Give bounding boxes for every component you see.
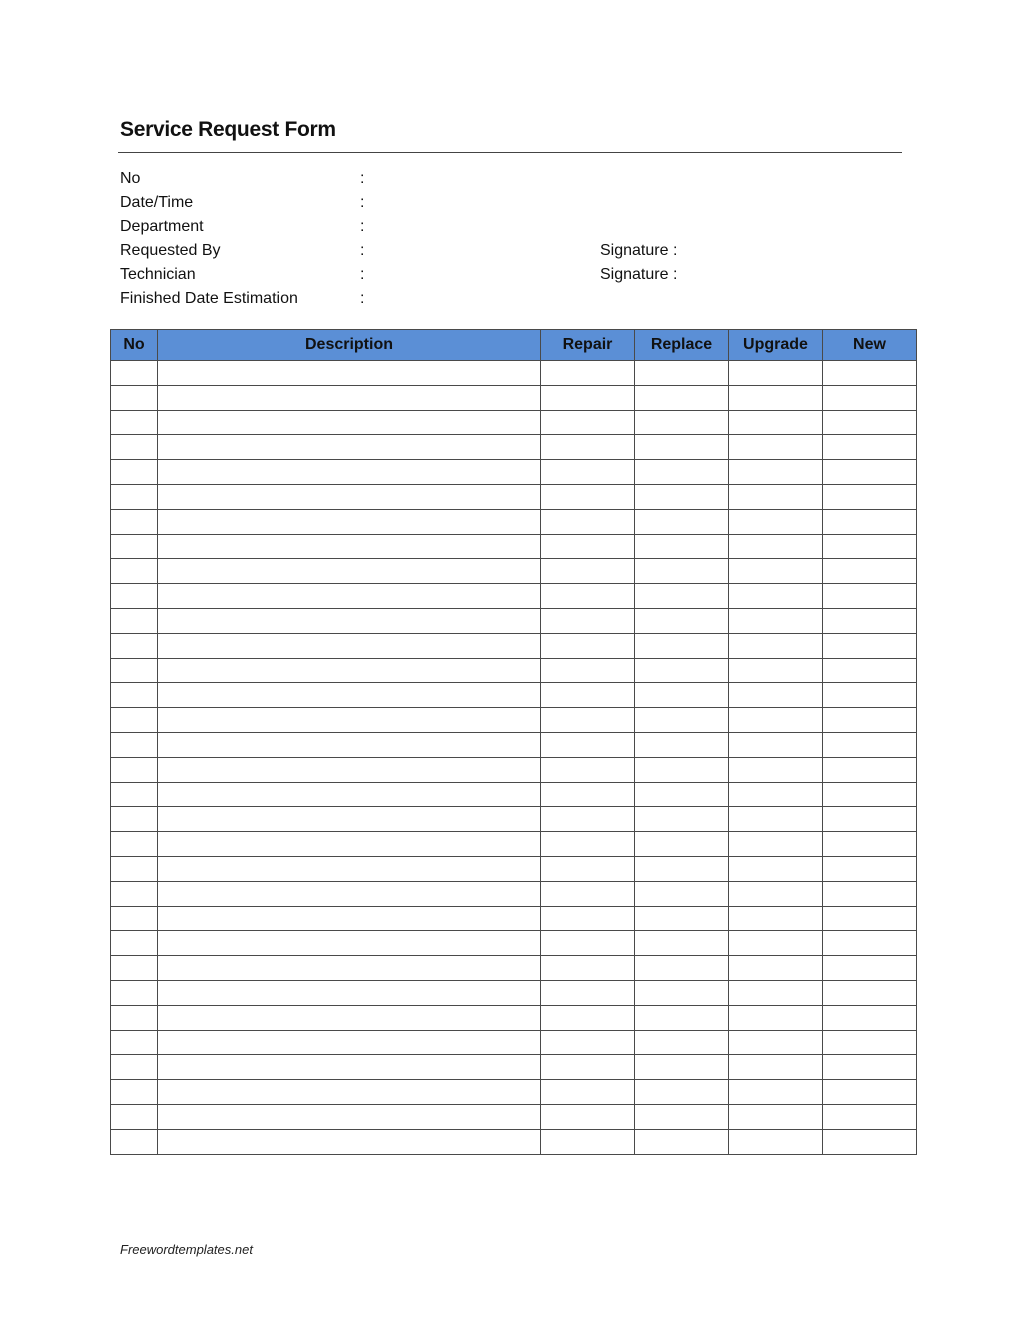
table-cell[interactable] — [635, 559, 729, 584]
info-label: Date/Time — [120, 194, 194, 211]
table-cell[interactable] — [111, 460, 158, 485]
table-row — [111, 633, 917, 658]
table-cell[interactable] — [729, 1005, 823, 1030]
table-cell[interactable] — [111, 980, 158, 1005]
table-cell[interactable] — [823, 1055, 917, 1080]
table-cell[interactable] — [111, 732, 158, 757]
table-cell[interactable] — [823, 980, 917, 1005]
table-cell[interactable] — [635, 1030, 729, 1055]
table-cell[interactable] — [729, 782, 823, 807]
table-cell[interactable] — [158, 782, 541, 807]
service-items-table — [110, 329, 917, 1155]
table-cell[interactable] — [729, 832, 823, 857]
table-row — [111, 460, 917, 485]
table-cell[interactable] — [823, 534, 917, 559]
table-cell[interactable] — [158, 361, 541, 386]
table-cell[interactable] — [541, 509, 635, 534]
table-row — [111, 435, 917, 460]
table-cell[interactable] — [823, 608, 917, 633]
table-cell[interactable] — [541, 807, 635, 832]
table-cell[interactable] — [111, 608, 158, 633]
table-row — [111, 732, 917, 757]
table-cell[interactable] — [635, 1080, 729, 1105]
table-cell[interactable] — [729, 385, 823, 410]
table-cell[interactable] — [635, 683, 729, 708]
table-row — [111, 757, 917, 782]
table-cell[interactable] — [823, 732, 917, 757]
table-cell[interactable] — [541, 1030, 635, 1055]
table-cell[interactable] — [158, 708, 541, 733]
table-cell[interactable] — [729, 1104, 823, 1129]
table-row — [111, 881, 917, 906]
table-cell[interactable] — [823, 782, 917, 807]
table-cell[interactable] — [729, 757, 823, 782]
table-cell[interactable] — [111, 1080, 158, 1105]
table-cell[interactable] — [729, 1129, 823, 1154]
table-row — [111, 683, 917, 708]
signature-label: Signature : — [600, 266, 678, 283]
signature-label: Signature : — [600, 242, 678, 259]
info-label: Requested By — [120, 242, 221, 259]
table-cell[interactable] — [541, 708, 635, 733]
table-cell[interactable] — [111, 584, 158, 609]
table-cell[interactable] — [158, 980, 541, 1005]
table-cell[interactable] — [111, 435, 158, 460]
table-cell[interactable] — [823, 633, 917, 658]
table-cell[interactable] — [158, 807, 541, 832]
page-title: Service Request Form — [120, 118, 336, 141]
table-cell[interactable] — [823, 484, 917, 509]
table-cell[interactable] — [158, 1030, 541, 1055]
table-row — [111, 856, 917, 881]
table-row — [111, 980, 917, 1005]
table-cell[interactable] — [111, 633, 158, 658]
table-cell[interactable] — [158, 534, 541, 559]
table-cell[interactable] — [541, 1129, 635, 1154]
table-cell[interactable] — [823, 931, 917, 956]
table-cell[interactable] — [635, 708, 729, 733]
table-row — [111, 1005, 917, 1030]
table-cell[interactable] — [823, 559, 917, 584]
table-cell[interactable] — [111, 807, 158, 832]
table-row — [111, 956, 917, 981]
table-row — [111, 1030, 917, 1055]
table-cell[interactable] — [635, 906, 729, 931]
table-cell[interactable] — [541, 1005, 635, 1030]
table-cell[interactable] — [729, 1055, 823, 1080]
info-label: Department — [120, 218, 204, 235]
column-header-upgrade: Upgrade — [729, 330, 823, 361]
table-cell[interactable] — [111, 509, 158, 534]
table-cell[interactable] — [111, 1005, 158, 1030]
table-row — [111, 1129, 917, 1154]
table-cell[interactable] — [158, 1129, 541, 1154]
column-header-replace: Replace — [635, 330, 729, 361]
table-cell[interactable] — [729, 708, 823, 733]
table-cell[interactable] — [111, 410, 158, 435]
table-cell[interactable] — [729, 856, 823, 881]
table-cell[interactable] — [823, 658, 917, 683]
table-cell[interactable] — [158, 509, 541, 534]
table-cell[interactable] — [635, 782, 729, 807]
table-cell[interactable] — [158, 683, 541, 708]
table-cell[interactable] — [158, 1055, 541, 1080]
table-cell[interactable] — [729, 435, 823, 460]
table-cell[interactable] — [823, 708, 917, 733]
column-header-new: New — [823, 330, 917, 361]
table-cell[interactable] — [729, 906, 823, 931]
table-cell[interactable] — [111, 361, 158, 386]
table-cell[interactable] — [823, 1129, 917, 1154]
table-cell[interactable] — [111, 708, 158, 733]
table-cell[interactable] — [729, 460, 823, 485]
table-cell[interactable] — [729, 534, 823, 559]
table-cell[interactable] — [111, 559, 158, 584]
table-row — [111, 1080, 917, 1105]
table-body — [111, 361, 917, 1155]
table-cell[interactable] — [635, 980, 729, 1005]
table-row — [111, 608, 917, 633]
table-cell[interactable] — [635, 757, 729, 782]
table-cell[interactable] — [158, 732, 541, 757]
table-cell[interactable] — [823, 435, 917, 460]
table-cell[interactable] — [541, 732, 635, 757]
table-row — [111, 1104, 917, 1129]
info-row-finished-date — [120, 288, 820, 312]
table-cell[interactable] — [541, 658, 635, 683]
table-cell[interactable] — [541, 1080, 635, 1105]
table-cell[interactable] — [823, 1030, 917, 1055]
table-row — [111, 782, 917, 807]
table-cell[interactable] — [541, 385, 635, 410]
table-cell[interactable] — [111, 931, 158, 956]
table-cell[interactable] — [158, 633, 541, 658]
table-cell[interactable] — [541, 584, 635, 609]
table-cell[interactable] — [823, 584, 917, 609]
table-cell[interactable] — [823, 856, 917, 881]
table-cell[interactable] — [635, 1129, 729, 1154]
table-cell[interactable] — [823, 832, 917, 857]
table-cell[interactable] — [541, 410, 635, 435]
table-cell[interactable] — [158, 1080, 541, 1105]
table-cell[interactable] — [635, 807, 729, 832]
table-cell[interactable] — [635, 658, 729, 683]
table-row — [111, 832, 917, 857]
table-cell[interactable] — [635, 881, 729, 906]
table-cell[interactable] — [635, 435, 729, 460]
table-cell[interactable] — [158, 410, 541, 435]
info-row-department — [120, 216, 820, 240]
table-row — [111, 534, 917, 559]
table-cell[interactable] — [158, 757, 541, 782]
info-row-date-time — [120, 192, 820, 216]
info-colon: : — [360, 194, 365, 211]
table-cell[interactable] — [111, 1055, 158, 1080]
table-row — [111, 584, 917, 609]
table-cell[interactable] — [111, 956, 158, 981]
table-cell[interactable] — [541, 1104, 635, 1129]
table-cell[interactable] — [541, 608, 635, 633]
table-cell[interactable] — [635, 832, 729, 857]
table-cell[interactable] — [111, 1129, 158, 1154]
table-cell[interactable] — [541, 534, 635, 559]
table-cell[interactable] — [541, 633, 635, 658]
table-cell[interactable] — [111, 881, 158, 906]
table-cell[interactable] — [111, 658, 158, 683]
table-row — [111, 484, 917, 509]
table-cell[interactable] — [111, 385, 158, 410]
table-cell[interactable] — [158, 584, 541, 609]
table-cell[interactable] — [823, 807, 917, 832]
table-cell[interactable] — [541, 559, 635, 584]
table-cell[interactable] — [729, 1080, 823, 1105]
table-row — [111, 385, 917, 410]
table-cell[interactable] — [158, 956, 541, 981]
column-header-description: Description — [158, 330, 541, 361]
table-cell[interactable] — [635, 1055, 729, 1080]
table-cell[interactable] — [823, 1080, 917, 1105]
table-cell[interactable] — [823, 410, 917, 435]
table-cell[interactable] — [541, 832, 635, 857]
table-cell[interactable] — [111, 1104, 158, 1129]
table-cell[interactable] — [729, 410, 823, 435]
table-cell[interactable] — [158, 658, 541, 683]
table-cell[interactable] — [635, 1005, 729, 1030]
table-cell[interactable] — [823, 361, 917, 386]
table-cell[interactable] — [823, 1104, 917, 1129]
table-cell[interactable] — [158, 832, 541, 857]
table-cell[interactable] — [111, 484, 158, 509]
table-cell[interactable] — [541, 460, 635, 485]
table-cell[interactable] — [111, 683, 158, 708]
table-header-row — [111, 330, 917, 361]
table-cell[interactable] — [729, 361, 823, 386]
table-cell[interactable] — [158, 559, 541, 584]
table-cell[interactable] — [729, 484, 823, 509]
footer-credit: Freewordtemplates.net — [120, 1242, 253, 1257]
table-cell[interactable] — [111, 856, 158, 881]
table-cell[interactable] — [158, 931, 541, 956]
table-cell[interactable] — [111, 1030, 158, 1055]
table-row — [111, 807, 917, 832]
table-row — [111, 361, 917, 386]
table-cell[interactable] — [729, 807, 823, 832]
column-header-no: No — [111, 330, 158, 361]
table-cell[interactable] — [635, 484, 729, 509]
table-cell[interactable] — [158, 385, 541, 410]
table-cell[interactable] — [823, 757, 917, 782]
table-cell[interactable] — [729, 931, 823, 956]
table-row — [111, 931, 917, 956]
table-cell[interactable] — [541, 484, 635, 509]
table-cell[interactable] — [823, 460, 917, 485]
table-cell[interactable] — [541, 881, 635, 906]
table-cell[interactable] — [635, 956, 729, 981]
info-colon: : — [360, 266, 365, 283]
table-row — [111, 658, 917, 683]
table-cell[interactable] — [541, 980, 635, 1005]
table-cell[interactable] — [729, 509, 823, 534]
info-row-no — [120, 168, 820, 192]
table-cell[interactable] — [158, 881, 541, 906]
table-cell[interactable] — [823, 906, 917, 931]
table-cell[interactable] — [823, 683, 917, 708]
table-cell[interactable] — [729, 881, 823, 906]
table-cell[interactable] — [541, 956, 635, 981]
table-cell[interactable] — [729, 683, 823, 708]
column-header-repair: Repair — [541, 330, 635, 361]
table-row — [111, 410, 917, 435]
table-row — [111, 906, 917, 931]
table-cell[interactable] — [823, 1005, 917, 1030]
table-cell[interactable] — [541, 361, 635, 386]
table-cell[interactable] — [541, 683, 635, 708]
table-cell[interactable] — [635, 509, 729, 534]
table-cell[interactable] — [635, 931, 729, 956]
table-cell[interactable] — [635, 1104, 729, 1129]
table-cell[interactable] — [111, 832, 158, 857]
table-cell[interactable] — [635, 385, 729, 410]
table-cell[interactable] — [823, 956, 917, 981]
table-cell[interactable] — [823, 881, 917, 906]
table-row — [111, 708, 917, 733]
table-cell[interactable] — [729, 1030, 823, 1055]
table-cell[interactable] — [635, 534, 729, 559]
info-colon: : — [360, 170, 365, 187]
table-cell[interactable] — [635, 410, 729, 435]
table-cell[interactable] — [635, 584, 729, 609]
table-cell[interactable] — [158, 484, 541, 509]
table-cell[interactable] — [729, 956, 823, 981]
table-cell[interactable] — [823, 509, 917, 534]
title-rule — [118, 152, 902, 153]
info-colon: : — [360, 290, 365, 307]
info-label: Finished Date Estimation — [120, 290, 298, 307]
table-cell[interactable] — [635, 856, 729, 881]
info-colon: : — [360, 242, 365, 259]
table-cell[interactable] — [111, 782, 158, 807]
table-row — [111, 559, 917, 584]
table-cell[interactable] — [729, 584, 823, 609]
info-label: No — [120, 170, 141, 187]
table-cell[interactable] — [158, 460, 541, 485]
table-cell[interactable] — [541, 931, 635, 956]
table-cell[interactable] — [541, 435, 635, 460]
table-cell[interactable] — [729, 732, 823, 757]
table-cell[interactable] — [158, 608, 541, 633]
table-cell[interactable] — [158, 906, 541, 931]
table-row — [111, 1055, 917, 1080]
table-cell[interactable] — [541, 757, 635, 782]
info-row-technician — [120, 264, 820, 288]
info-block — [120, 168, 820, 312]
table-cell[interactable] — [111, 757, 158, 782]
info-label: Technician — [120, 266, 196, 283]
table-cell[interactable] — [158, 435, 541, 460]
table-cell[interactable] — [729, 658, 823, 683]
table-cell[interactable] — [729, 559, 823, 584]
table-cell[interactable] — [823, 385, 917, 410]
table-cell[interactable] — [111, 534, 158, 559]
table-cell[interactable] — [729, 633, 823, 658]
table-cell[interactable] — [158, 1104, 541, 1129]
table-cell[interactable] — [158, 1005, 541, 1030]
table-cell[interactable] — [541, 906, 635, 931]
table-cell[interactable] — [635, 608, 729, 633]
table-row — [111, 509, 917, 534]
table-cell[interactable] — [635, 633, 729, 658]
table-cell[interactable] — [111, 906, 158, 931]
info-row-requested-by — [120, 240, 820, 264]
table-cell[interactable] — [635, 732, 729, 757]
table-cell[interactable] — [541, 856, 635, 881]
table-cell[interactable] — [729, 980, 823, 1005]
table-cell[interactable] — [158, 856, 541, 881]
info-colon: : — [360, 218, 365, 235]
table-cell[interactable] — [541, 782, 635, 807]
table-cell[interactable] — [635, 361, 729, 386]
table-cell[interactable] — [635, 460, 729, 485]
table-cell[interactable] — [541, 1055, 635, 1080]
table-cell[interactable] — [729, 608, 823, 633]
